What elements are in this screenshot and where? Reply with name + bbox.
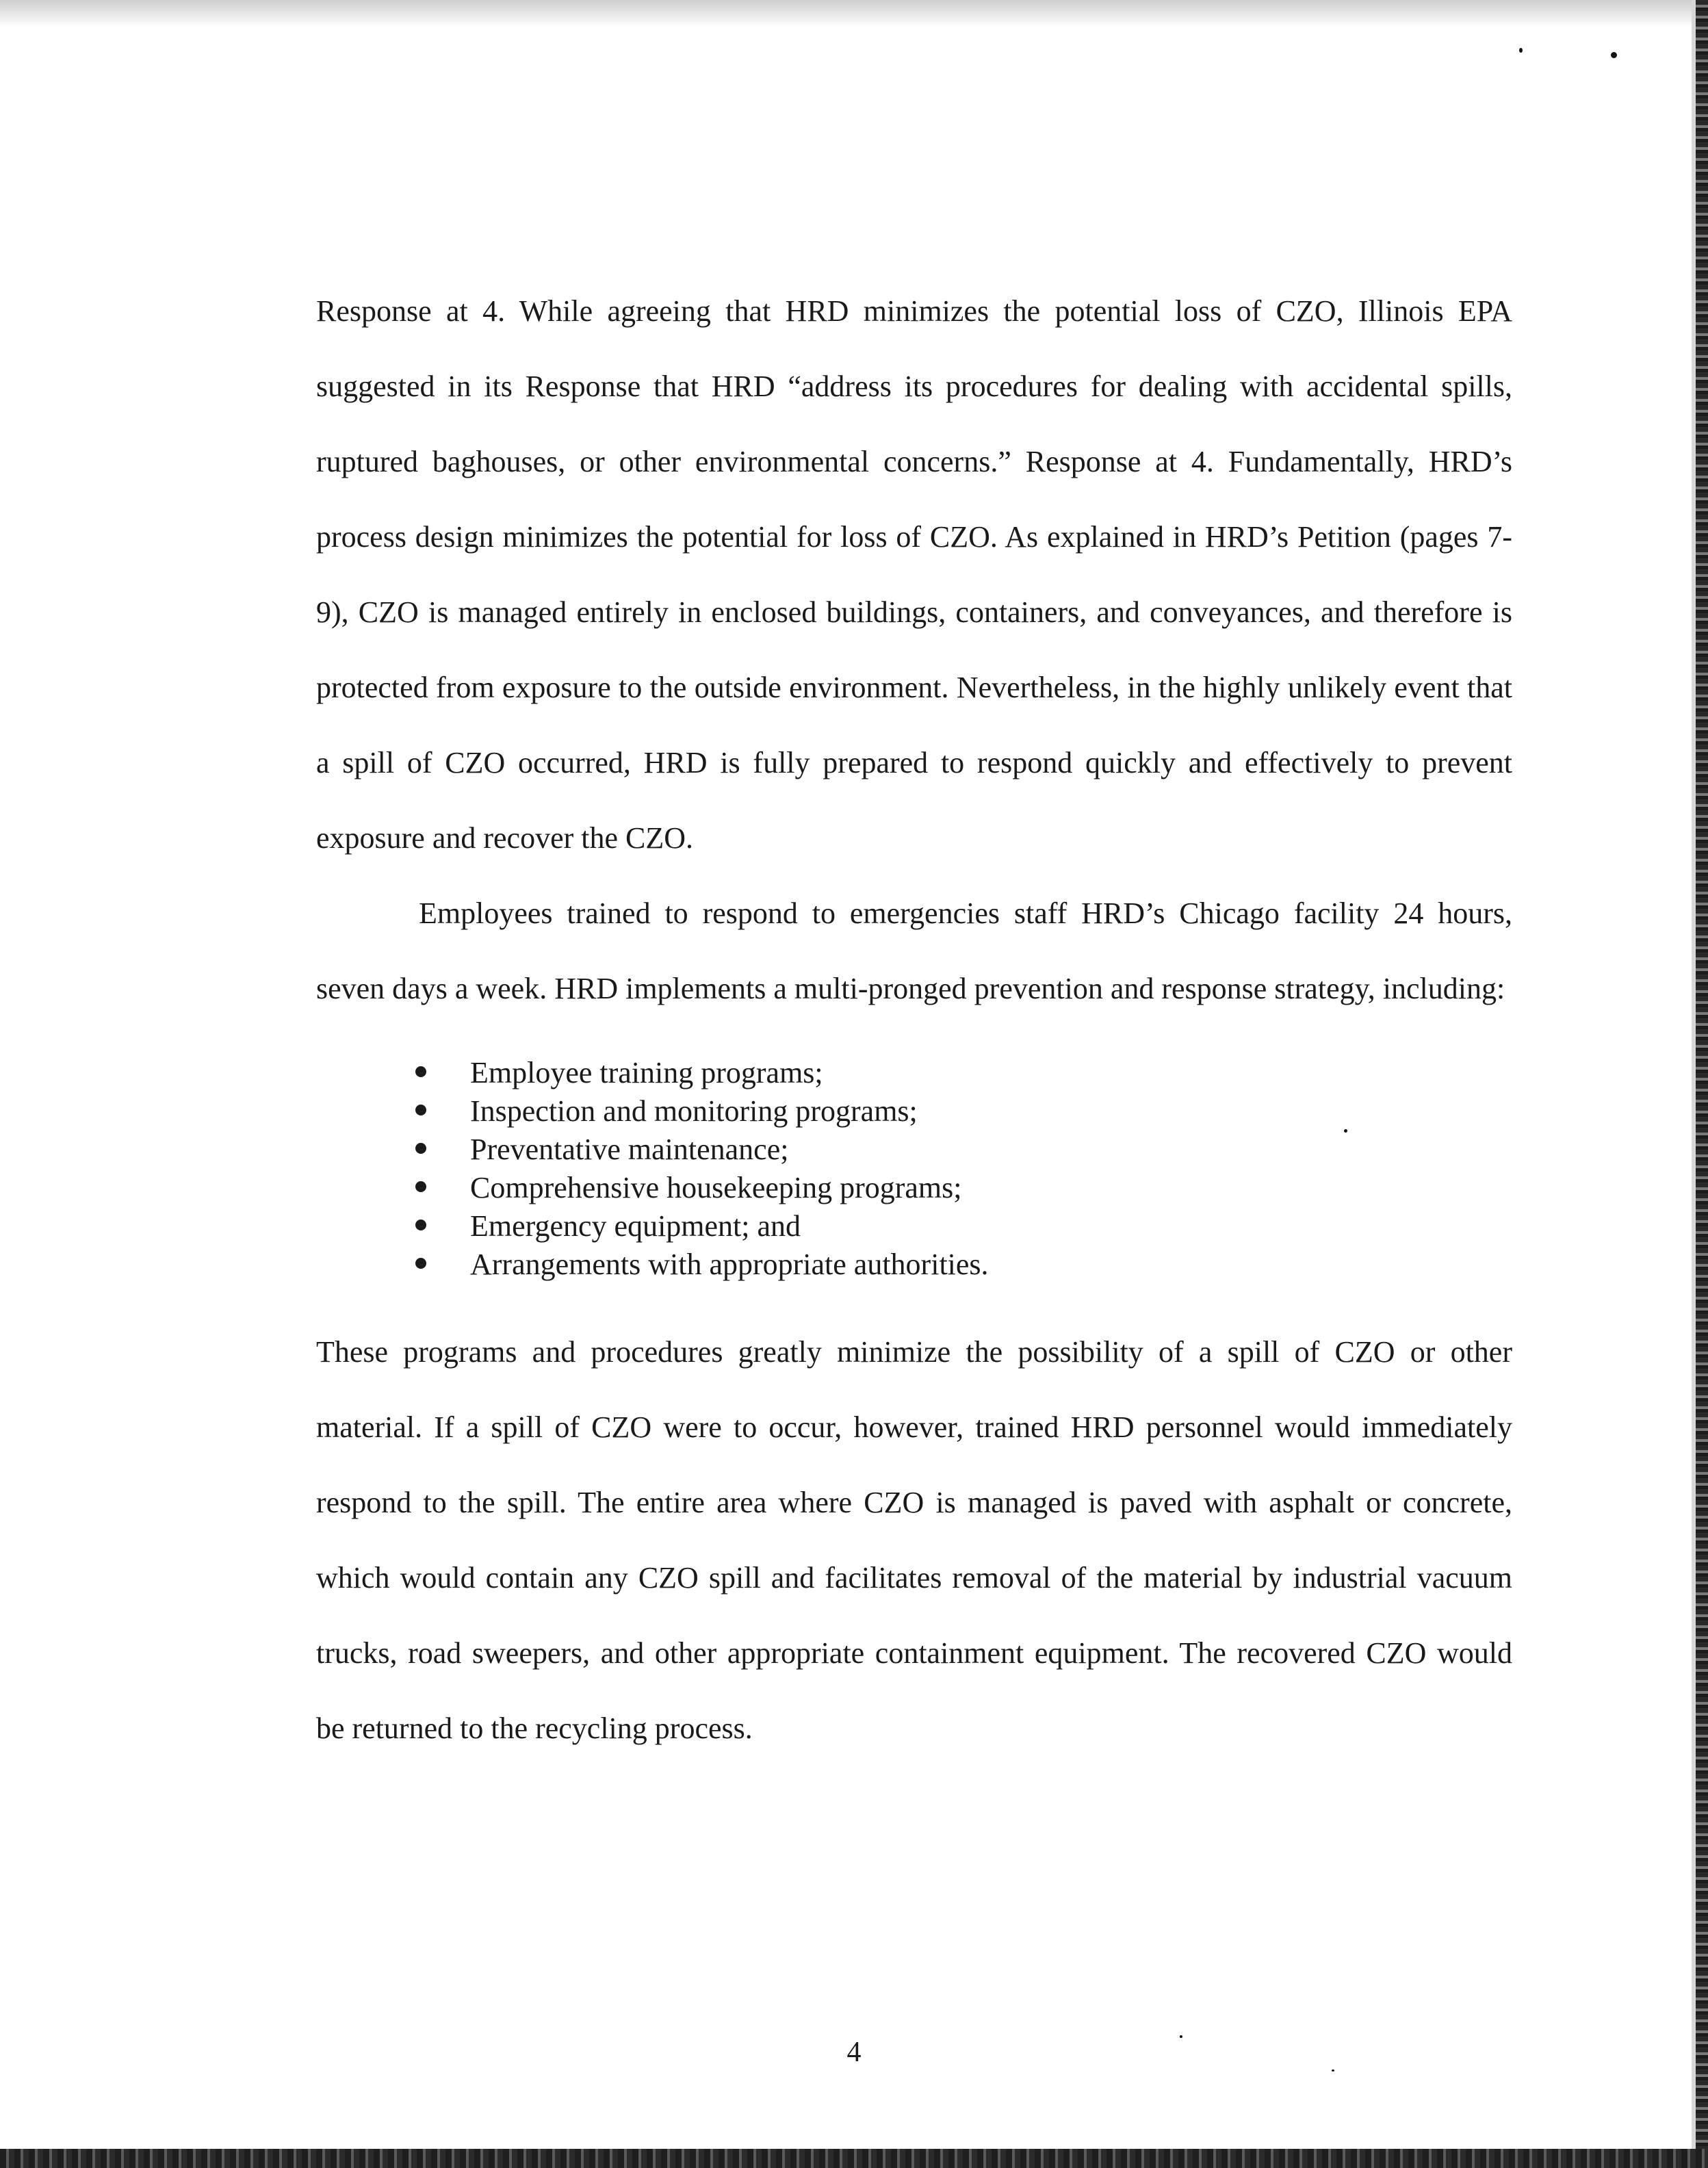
paragraph-employees: Employees trained to respond to emergencies staff HRD’s Chicago facility 24 hours, seven days a week. HRD implements a multi-pronged prevention and response strategy, including: bbox=[316, 896, 1512, 1005]
list-item bbox=[415, 1131, 1512, 1169]
list-item bbox=[415, 1246, 1512, 1284]
document-body bbox=[316, 274, 1512, 1766]
bullet-icon bbox=[415, 1143, 426, 1154]
paragraph-response: Response at 4. While agreeing that HRD minimizes the potential loss of CZO, Illinois EPA suggested in its Response that HRD “address its procedures for dealing with accidental spills, ruptured baghouses, or other environmental concerns.” Response at 4. Fundamentally, HRD’s process design minimizes the potential for loss of CZO. As explained in HRD’s Petition (pages 7-9), CZO is managed entirely in enclosed buildings, containers, and conveyances, and therefore is protected from exposure to the outside environment. Nevertheless, in the highly unlikely event that a spill of CZO occurred, HRD is fully prepared to respond quickly and effectively to prevent exposure and recover the CZO. bbox=[316, 294, 1512, 855]
scan-border-right bbox=[1696, 0, 1708, 2168]
paragraph-programs: These programs and procedures greatly minimize the possibility of a spill of CZO or other material. If a spill of CZO were to occur, however, trained HRD personnel would immediately respond to the spill. The entire area where CZO is managed is paved with asphalt or concrete, which would contain any CZO spill and facilitates removal of the material by industrial vacuum trucks, road sweepers, and other appropriate containment equipment. The recovered CZO would be returned to the recycling process. bbox=[316, 1335, 1512, 1745]
bullet-icon bbox=[415, 1066, 426, 1077]
scan-speck bbox=[1332, 2069, 1334, 2072]
scan-speck bbox=[1519, 48, 1523, 53]
scan-border-bottom bbox=[0, 2149, 1708, 2168]
strategy-bullet-list bbox=[316, 1054, 1512, 1284]
list-item bbox=[415, 1054, 1512, 1092]
spacer bbox=[316, 1027, 1512, 1054]
bullet-icon bbox=[415, 1258, 426, 1269]
scan-noise-top bbox=[0, 0, 1708, 27]
list-item-text: Preventative maintenance; bbox=[470, 1133, 789, 1166]
bullet-icon bbox=[415, 1105, 426, 1115]
list-item-text: Emergency equipment; and bbox=[470, 1209, 801, 1243]
list-item-text: Comprehensive housekeeping programs; bbox=[470, 1171, 962, 1204]
list-item bbox=[415, 1092, 1512, 1131]
scan-speck bbox=[1611, 52, 1617, 58]
list-item-text: Arrangements with appropriate authorities. bbox=[470, 1248, 989, 1281]
bullet-icon bbox=[415, 1220, 426, 1230]
list-item bbox=[415, 1207, 1512, 1246]
page-number: 4 bbox=[846, 2037, 862, 2068]
list-item bbox=[415, 1169, 1512, 1207]
spacer bbox=[316, 1284, 1512, 1315]
list-item-text: Employee training programs; bbox=[470, 1056, 823, 1089]
bullet-icon bbox=[415, 1181, 426, 1192]
list-item-text: Inspection and monitoring programs; bbox=[470, 1094, 918, 1128]
